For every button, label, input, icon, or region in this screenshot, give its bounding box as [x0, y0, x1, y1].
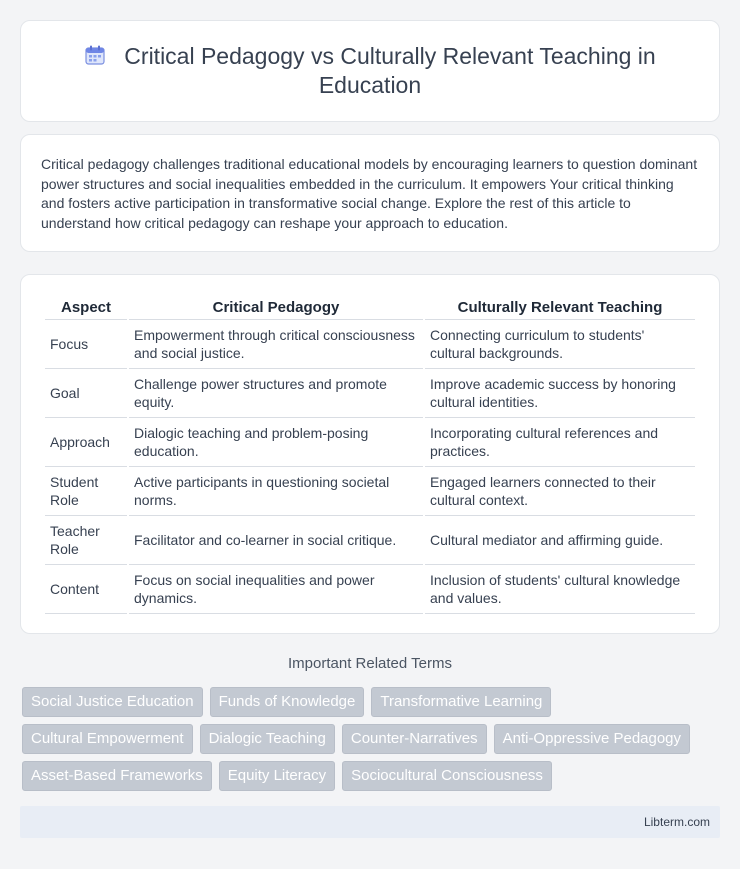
- related-term-tag[interactable]: Anti-Oppressive Pedagogy: [494, 724, 690, 754]
- cell-aspect: Goal: [45, 369, 127, 418]
- cell-aspect: Content: [45, 565, 127, 614]
- related-term-tag[interactable]: Asset-Based Frameworks: [22, 761, 212, 791]
- table-row: [45, 516, 695, 565]
- header-aspect: Aspect: [45, 295, 127, 320]
- related-term-tag[interactable]: Social Justice Education: [22, 687, 203, 717]
- related-term-tag[interactable]: Counter-Narratives: [342, 724, 487, 754]
- related-term-tag[interactable]: Funds of Knowledge: [210, 687, 365, 717]
- table-row: [45, 418, 695, 467]
- calendar-icon: [84, 44, 106, 66]
- cell-critical: Empowerment through critical consciousness and social justice.: [129, 320, 423, 369]
- related-term-tag[interactable]: Sociocultural Consciousness: [342, 761, 552, 791]
- cell-aspect: Student Role: [45, 467, 127, 516]
- intro-paragraph: Critical pedagogy challenges traditional educational models by encouraging learners to question dominant power structures and social inequalities embedded in the curriculum. It empowers Your critical thinking and fosters active participation in transformative social change. Explore the rest of this article to understand how critical pedagogy can reshape your approach to education.: [41, 156, 698, 231]
- page-title: [61, 42, 679, 100]
- cell-culturally: Incorporating cultural references and practices.: [425, 418, 695, 467]
- header-critical-pedagogy: Critical Pedagogy: [129, 295, 423, 320]
- title-card: [20, 20, 720, 122]
- related-terms-list: [22, 687, 722, 791]
- cell-culturally: Cultural mediator and affirming guide.: [425, 516, 695, 565]
- related-term-tag[interactable]: Cultural Empowerment: [22, 724, 193, 754]
- cell-aspect: Teacher Role: [45, 516, 127, 565]
- cell-aspect: Approach: [45, 418, 127, 467]
- header-culturally-relevant: Culturally Relevant Teaching: [425, 295, 695, 320]
- comparison-card: [20, 274, 720, 634]
- cell-culturally: Connecting curriculum to students' cultural backgrounds.: [425, 320, 695, 369]
- related-terms-heading: Important Related Terms: [288, 655, 452, 672]
- intro-card: [20, 134, 720, 252]
- related-term-tag[interactable]: Dialogic Teaching: [200, 724, 335, 754]
- page-title-text: Critical Pedagogy vs Culturally Relevant Teaching in Education: [124, 43, 656, 98]
- cell-aspect: Focus: [45, 320, 127, 369]
- related-term-tag[interactable]: Transformative Learning: [371, 687, 551, 717]
- table-row: [45, 467, 695, 516]
- cell-critical: Focus on social inequalities and power dynamics.: [129, 565, 423, 614]
- footer: [20, 806, 720, 838]
- cell-culturally: Improve academic success by honoring cultural identities.: [425, 369, 695, 418]
- cell-critical: Active participants in questioning societal norms.: [129, 467, 423, 516]
- table-row: [45, 320, 695, 369]
- table-header-row: [45, 295, 695, 320]
- table-row: [45, 369, 695, 418]
- cell-critical: Facilitator and co-learner in social critique.: [129, 516, 423, 565]
- cell-culturally: Engaged learners connected to their cultural context.: [425, 467, 695, 516]
- table-row: [45, 565, 695, 614]
- cell-critical: Dialogic teaching and problem-posing education.: [129, 418, 423, 467]
- cell-culturally: Inclusion of students' cultural knowledge and values.: [425, 565, 695, 614]
- comparison-table: [43, 295, 697, 614]
- cell-critical: Challenge power structures and promote equity.: [129, 369, 423, 418]
- footer-site-link[interactable]: Libterm.com: [643, 815, 710, 829]
- related-term-tag[interactable]: Equity Literacy: [219, 761, 335, 791]
